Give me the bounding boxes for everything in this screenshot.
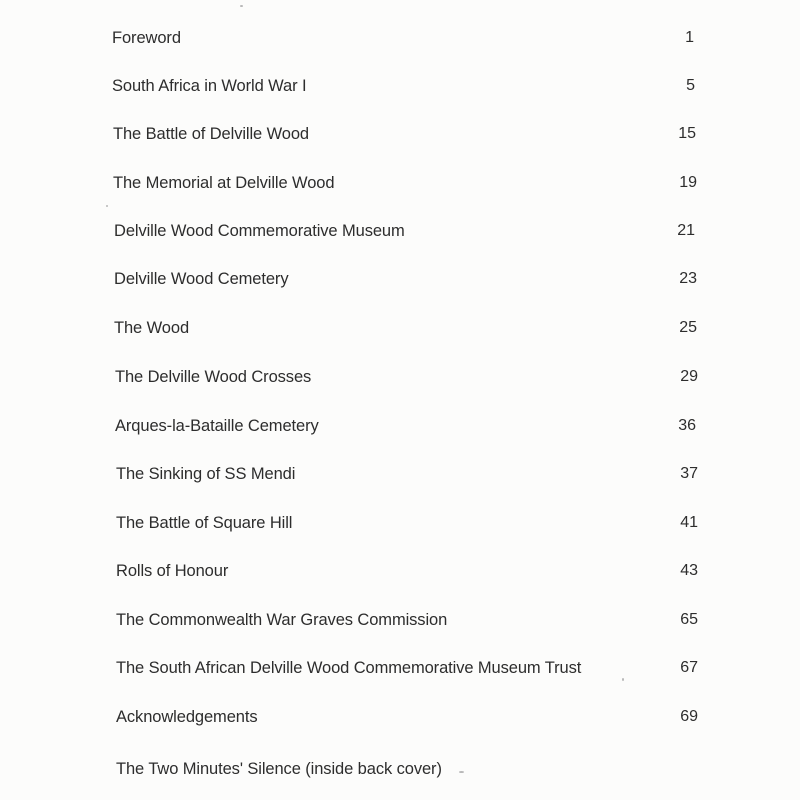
- toc-entry: [0, 76, 800, 106]
- toc-entry: [0, 610, 800, 640]
- toc-entry: [0, 318, 800, 348]
- scan-speck: [622, 678, 624, 681]
- toc-entry: [0, 269, 800, 299]
- toc-entry: [0, 707, 800, 737]
- toc-entry-title: The Delville Wood Crosses: [115, 368, 312, 386]
- toc-entry: [0, 464, 800, 494]
- toc-entry: [0, 759, 800, 789]
- toc-entry-page: 19: [679, 174, 697, 191]
- toc-entry-title: Foreword: [112, 29, 181, 47]
- toc-entry: [0, 658, 800, 688]
- toc-entry: [0, 28, 800, 58]
- toc-entry-page: 37: [680, 465, 698, 482]
- toc-entry-title: Delville Wood Cemetery: [114, 270, 289, 288]
- toc-entry: [0, 513, 800, 543]
- toc-entry-page: 23: [679, 270, 697, 287]
- toc-entry-title: South Africa in World War I: [112, 77, 307, 95]
- scan-speck: [459, 771, 464, 773]
- toc-entry-page: 1: [685, 29, 694, 46]
- toc-entry: [0, 561, 800, 591]
- toc-entry-page: 36: [678, 417, 696, 434]
- toc-entry-title: Arques-la-Bataille Cemetery: [115, 417, 319, 435]
- toc-entry-title: The Sinking of SS Mendi: [116, 465, 296, 483]
- toc-entry-page: 67: [680, 659, 698, 676]
- toc-entry-title: The Battle of Square Hill: [116, 514, 293, 532]
- toc-entry-page: 21: [677, 222, 695, 239]
- toc-entry-page: 65: [680, 611, 698, 628]
- toc-entry: [0, 221, 800, 251]
- scan-speck: [106, 205, 108, 207]
- toc-entry-title: The Wood: [114, 319, 190, 337]
- toc-entry-page: 43: [680, 562, 698, 579]
- toc-entry-title: Acknowledgements: [116, 708, 258, 726]
- toc-entry: [0, 173, 800, 203]
- toc-entry-title: Rolls of Honour: [116, 562, 229, 580]
- toc-entry-page: 15: [678, 125, 696, 142]
- toc-entry-title: The South African Delville Wood Commemorative Museum Trust: [116, 659, 582, 677]
- toc-entry-title: The Commonwealth War Graves Commission: [116, 611, 448, 629]
- toc-entry-page: 5: [686, 77, 695, 94]
- toc-entry: [0, 124, 800, 154]
- toc-entry-title: The Battle of Delville Wood: [113, 125, 310, 143]
- toc-entry-page: 25: [679, 319, 697, 336]
- toc-entry-page: 69: [680, 708, 698, 725]
- toc-entry-page: 29: [680, 368, 698, 385]
- toc-entry: [0, 367, 800, 397]
- scan-speck: [240, 5, 243, 7]
- toc-entry-page: 41: [680, 514, 698, 531]
- toc-entry-title: Delville Wood Commemorative Museum: [114, 222, 405, 240]
- toc-entry-title: The Two Minutes' Silence (inside back cover): [116, 760, 442, 778]
- toc-entry-title: The Memorial at Delville Wood: [113, 174, 335, 192]
- toc-entry: [0, 416, 800, 446]
